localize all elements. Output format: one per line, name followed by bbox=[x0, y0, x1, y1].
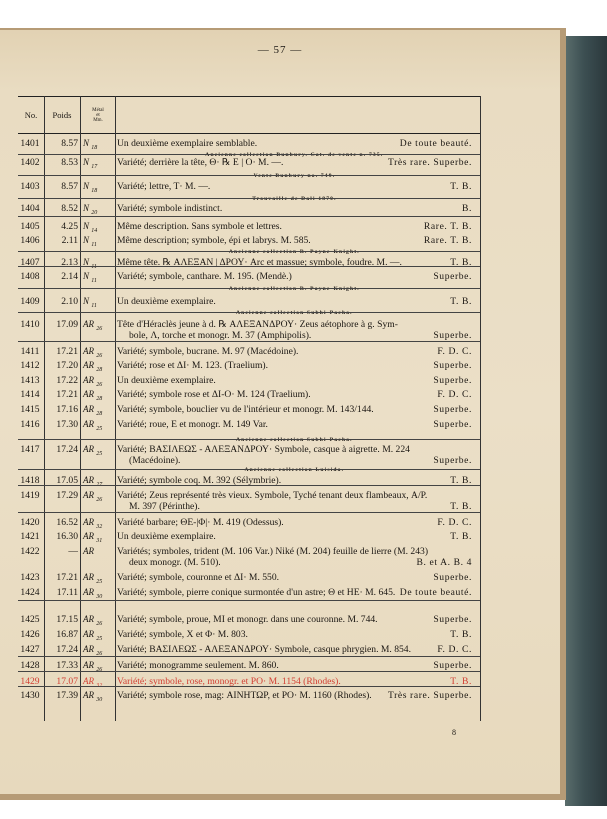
header-no: No. bbox=[24, 110, 38, 120]
row-weight: 2.10 bbox=[61, 296, 78, 307]
row-weight: 8.57 bbox=[61, 138, 78, 149]
description-line: Variété; Zeus représenté très vieux. Symbole, Tyché tenant deux flambeaux, Α/Ρ. bbox=[117, 490, 428, 501]
row-grade: F. D. C. bbox=[437, 346, 472, 357]
row-number: 1426 bbox=[20, 629, 40, 640]
row-weight: 2.11 bbox=[61, 235, 78, 246]
row-mm: 20 bbox=[91, 209, 98, 216]
row-mm: 28 bbox=[96, 395, 103, 402]
row-grade: Rare. T. B. bbox=[423, 235, 472, 246]
row-mm: 31 bbox=[96, 537, 103, 544]
row-weight: 8.57 bbox=[61, 181, 78, 192]
row-grade: Superbe. bbox=[433, 360, 472, 371]
row-grade: Superbe. bbox=[433, 375, 472, 386]
description-line: F. D. C. Variété; symbole rose et ΔΙ-Ο· M. 124 (Traelium). bbox=[117, 389, 472, 400]
row-grade: Superbe. bbox=[433, 271, 472, 282]
row-number: 1423 bbox=[20, 572, 40, 583]
row-mm: 26 bbox=[96, 650, 103, 657]
description-line: F. D. C. Variété; symbole, bucrane. M. 97 (Macédoine). bbox=[117, 346, 472, 357]
row-separator bbox=[18, 266, 480, 267]
provenance-note: — Trouvaille de Dali 1870. — bbox=[243, 196, 346, 202]
column-divider bbox=[115, 96, 116, 721]
description-line: Superbe. (Macédoine). bbox=[129, 455, 472, 466]
description-line: T. B. Variété; symbole, rose, monogr. et ΡΟ· M. 1154 (Rhodes). bbox=[117, 676, 472, 687]
row-weight: 16.52 bbox=[56, 517, 78, 528]
description-line: F. D. C. Variété; ΒΑΣΙΛΕΩΣ - ΑΛΕΞΑΝΔΡΟΥ· Symbole, casque phrygien. M. 854. bbox=[117, 644, 472, 655]
row-weight: 8.52 bbox=[61, 203, 78, 214]
description-line: Tête d'Héraclès jeune à d. ℞ ΑΛΕΞΑΝΔΡΟΥ· Zeus aétophore à g. Sym- bbox=[117, 319, 398, 330]
row-metal: AR $_{26}$ bbox=[83, 490, 103, 503]
row-number: 1428 bbox=[20, 660, 40, 671]
row-mm: 30 bbox=[96, 696, 103, 703]
row-metal: AR $_{25}$ bbox=[83, 629, 103, 642]
row-metal: N $_{11}$ bbox=[83, 271, 97, 284]
row-weight: 17.09 bbox=[56, 319, 78, 330]
row-weight: 17.39 bbox=[56, 690, 78, 701]
row-grade: F. D. C. bbox=[437, 644, 472, 655]
row-grade: Très rare. Superbe. bbox=[387, 157, 472, 168]
row-separator bbox=[18, 312, 480, 313]
row-separator bbox=[18, 175, 480, 176]
description-line: T. B. Variété; lettre, T· M. —. bbox=[117, 181, 472, 192]
row-number: 1418 bbox=[20, 475, 40, 486]
description-line: Superbe. Variété; monogramme seulement. M. 860. bbox=[117, 660, 472, 671]
row-number: 1415 bbox=[20, 404, 40, 415]
description-line: Superbe. Variété; symbole, bouclier vu de l'intérieur et monogr. M. 143/144. bbox=[117, 404, 472, 415]
row-metal: N $_{18}$ bbox=[83, 181, 98, 194]
row-mm: 32 bbox=[96, 523, 103, 530]
description-line: Rare. T. B. Même description; symbole, épi et labrys. M. 585. bbox=[117, 235, 472, 246]
row-separator bbox=[18, 671, 480, 672]
row-mm: 32 bbox=[96, 682, 103, 689]
row-separator bbox=[18, 469, 480, 470]
row-mm: 26 bbox=[96, 620, 103, 627]
provenance-note: — Ancienne collection Luisida. — bbox=[235, 467, 354, 473]
row-metal: AR $_{28}$ bbox=[83, 360, 103, 373]
row-metal: AR $_{30}$ bbox=[83, 690, 103, 703]
row-grade: T. B. bbox=[450, 257, 472, 268]
row-description bbox=[117, 181, 472, 192]
description-line: Rare. T. B. Même description. Sans symbole et lettres. bbox=[117, 221, 472, 232]
description-line: Variétés; symboles, trident (M. 106 Var.) Niké (M. 204) feuille de lierre (M. 243) bbox=[117, 546, 429, 557]
row-weight: 17.15 bbox=[56, 614, 78, 625]
signature-mark: 8 bbox=[452, 728, 456, 737]
row-description bbox=[117, 319, 472, 341]
row-metal: AR $_{31}$ bbox=[83, 531, 103, 544]
row-description bbox=[117, 444, 472, 466]
description-line: F. D. C. Variété barbare; ΘΕ-|Φ|· M. 419 (Odessus). bbox=[117, 517, 472, 528]
row-weight: 17.22 bbox=[56, 375, 78, 386]
row-number: 1404 bbox=[20, 203, 40, 214]
row-metal: AR $_{27}$ bbox=[83, 475, 103, 488]
row-metal: AR $_{25}$ bbox=[83, 444, 103, 457]
row-mm: 27 bbox=[96, 481, 103, 488]
row-weight: — bbox=[68, 546, 78, 557]
description-line: De toute beauté. Variété; symbole, pierre conique surmontée d'un astre; Θ et ΗΕ· M. 645. bbox=[117, 587, 472, 598]
row-mm: 25 bbox=[96, 578, 103, 585]
description-line: Très rare. Superbe. Variété; derrière la tête, Θ· ℞ E | O· M. —. bbox=[117, 157, 472, 168]
row-grade: T. B. bbox=[450, 181, 472, 192]
row-separator bbox=[18, 251, 480, 252]
row-number: 1402 bbox=[20, 157, 40, 168]
row-description bbox=[117, 629, 472, 640]
row-separator bbox=[18, 485, 480, 486]
row-mm: 26 bbox=[96, 666, 103, 673]
row-grade: Superbe. bbox=[433, 419, 472, 430]
row-metal: AR $_{26}$ bbox=[83, 614, 103, 627]
row-number: 1419 bbox=[20, 490, 40, 501]
row-description bbox=[117, 235, 472, 246]
row-separator bbox=[18, 600, 480, 601]
description-line: Superbe. bole, Λ, torche et monogr. M. 37 (Amphipolis). bbox=[129, 330, 472, 341]
row-weight: 17.11 bbox=[56, 587, 78, 598]
page-number: — 57 — bbox=[257, 44, 303, 56]
row-description bbox=[117, 690, 472, 701]
description-line: T. B. Même tête. ℞ ΑΛΕΞΑΝ | ΔΡΟΥ· Arc et massue; symbole, foudre. M. —. bbox=[117, 257, 472, 268]
row-description bbox=[117, 404, 472, 415]
row-number: 1412 bbox=[20, 360, 40, 371]
row-description bbox=[117, 660, 472, 671]
provenance-note: — Ancienne collection R. Payne-Knight. — bbox=[219, 286, 370, 292]
row-number: 1403 bbox=[20, 181, 40, 192]
row-description bbox=[117, 389, 472, 400]
row-metal: N $_{11}$ bbox=[83, 235, 97, 248]
row-grade: T. B. bbox=[450, 676, 472, 687]
row-separator bbox=[18, 154, 480, 155]
row-number: 1407 bbox=[20, 257, 40, 268]
row-number: 1430 bbox=[20, 690, 40, 701]
column-divider bbox=[44, 96, 45, 721]
row-weight: 17.21 bbox=[56, 572, 78, 583]
row-number: 1427 bbox=[20, 644, 40, 655]
row-metal: AR $_{32}$ bbox=[83, 676, 103, 689]
row-metal: AR $_{26}$ bbox=[83, 644, 103, 657]
description-line: Variété; ΒΑΣΙΛΕΩΣ - ΑΛΕΞΑΝΔΡΟΥ· Symbole, casque à aigrette. M. 224 bbox=[117, 444, 410, 455]
row-mm: 25 bbox=[96, 635, 103, 642]
row-metal: AR $_{25}$ bbox=[83, 419, 103, 432]
row-grade: Superbe. bbox=[433, 330, 472, 341]
row-mm: 11 bbox=[91, 302, 97, 309]
row-description bbox=[117, 296, 472, 307]
row-description bbox=[117, 203, 472, 214]
row-metal: AR $_{30}$ bbox=[83, 587, 103, 600]
provenance-note: — Ancienne collection R. Payne-Knight. — bbox=[219, 249, 370, 255]
row-weight: 8.53 bbox=[61, 157, 78, 168]
row-mm: 26 bbox=[96, 381, 103, 388]
row-weight: 2.13 bbox=[61, 257, 78, 268]
row-description bbox=[117, 375, 472, 386]
row-number: 1421 bbox=[20, 531, 40, 542]
row-number: 1410 bbox=[20, 319, 40, 330]
row-number: 1420 bbox=[20, 517, 40, 528]
row-weight: 17.20 bbox=[56, 360, 78, 371]
row-metal: AR $_{25}$ bbox=[83, 572, 103, 585]
row-grade: Superbe. bbox=[433, 660, 472, 671]
row-weight: 17.07 bbox=[56, 676, 78, 687]
row-metal: AR $_{32}$ bbox=[83, 517, 103, 530]
row-grade: Superbe. bbox=[433, 455, 472, 466]
row-description bbox=[117, 546, 472, 568]
row-description bbox=[117, 346, 472, 357]
row-weight: 17.24 bbox=[56, 644, 78, 655]
row-separator bbox=[18, 288, 480, 289]
row-number: 1411 bbox=[20, 346, 40, 357]
description-line: B. et A. B. 4 deux monogr. (M. 510). bbox=[129, 557, 472, 568]
provenance-note: — Ancienne collection Subhi-Pacha. — bbox=[226, 437, 363, 443]
header-weight: Poids bbox=[52, 110, 72, 120]
description-line: T. B. Un deuxième exemplaire. bbox=[117, 531, 472, 542]
header-metal: Métal et Mm. bbox=[92, 107, 104, 123]
row-weight: 17.29 bbox=[56, 490, 78, 501]
description-line: Superbe. Variété; rose et ΔΙ· M. 123. (Traelium). bbox=[117, 360, 472, 371]
row-separator bbox=[18, 686, 480, 687]
row-weight: 4.25 bbox=[61, 221, 78, 232]
description-line: T. B. Variété; symbole, Χ et Φ· M. 803. bbox=[117, 629, 472, 640]
row-description bbox=[117, 614, 472, 625]
row-separator bbox=[18, 656, 480, 657]
row-description bbox=[117, 572, 472, 583]
row-metal: AR $_{28}$ bbox=[83, 389, 103, 402]
description-line: T. B. Variété; symbole coq. M. 392 (Sélymbrie). bbox=[117, 475, 472, 486]
row-mm: 11 bbox=[91, 277, 97, 284]
row-number: 1414 bbox=[20, 389, 40, 400]
row-grade: Superbe. bbox=[433, 572, 472, 583]
row-metal: AR $_{26}$ bbox=[83, 346, 103, 359]
row-mm: 11 bbox=[91, 241, 97, 248]
description-line: De toute beauté. Un deuxième exemplaire semblable. bbox=[117, 138, 472, 149]
row-metal: N $_{14}$ bbox=[83, 221, 98, 234]
row-grade: T. B. bbox=[450, 531, 472, 542]
row-grade: B. et A. B. 4 bbox=[416, 557, 472, 568]
column-divider bbox=[80, 96, 81, 721]
row-separator bbox=[18, 198, 480, 199]
description-line: B. Variété; symbole indistinct. bbox=[117, 203, 472, 214]
row-metal: AR $_{26}$ bbox=[83, 319, 103, 332]
row-grade: B. bbox=[462, 203, 472, 214]
row-number: 1416 bbox=[20, 419, 40, 430]
row-weight: 17.16 bbox=[56, 404, 78, 415]
row-number: 1406 bbox=[20, 235, 40, 246]
description-line: T. B. M. 397 (Périnthe). bbox=[129, 501, 472, 512]
row-weight: 17.21 bbox=[56, 389, 78, 400]
row-mm: 26 bbox=[96, 352, 103, 359]
row-grade: Très rare. Superbe. bbox=[387, 690, 472, 701]
row-number: 1405 bbox=[20, 221, 40, 232]
row-metal: N $_{17}$ bbox=[83, 157, 98, 170]
row-grade: T. B. bbox=[450, 475, 472, 486]
table-header bbox=[18, 96, 480, 134]
row-metal: N $_{11}$ bbox=[83, 257, 97, 270]
row-mm: 18 bbox=[91, 144, 98, 151]
book-spine bbox=[565, 36, 607, 806]
row-description bbox=[117, 138, 472, 149]
row-mm: 30 bbox=[96, 593, 103, 600]
row-weight: 17.33 bbox=[56, 660, 78, 671]
row-mm: 17 bbox=[91, 163, 98, 170]
provenance-note: — Ancienne collection Subhi-Pacha. — bbox=[226, 310, 363, 316]
row-grade: De toute beauté. bbox=[399, 138, 472, 149]
row-number: 1424 bbox=[20, 587, 40, 598]
column-divider bbox=[480, 96, 481, 721]
row-description bbox=[117, 644, 472, 655]
provenance-note: — Ancienne collection Bunbury. Cat. de vente n. 735. — bbox=[196, 152, 393, 158]
row-grade: De toute beauté. bbox=[399, 587, 472, 598]
row-metal: AR bbox=[83, 546, 94, 556]
row-grade: Superbe. bbox=[433, 614, 472, 625]
row-number: 1422 bbox=[20, 546, 40, 557]
row-description bbox=[117, 221, 472, 232]
row-description bbox=[117, 490, 472, 512]
row-weight: 16.87 bbox=[56, 629, 78, 640]
row-number: 1429 bbox=[20, 676, 40, 687]
description-line: Superbe. Variété; roue, Ε et monogr. M. 149 Var. bbox=[117, 419, 472, 430]
row-grade: F. D. C. bbox=[437, 517, 472, 528]
row-grade: F. D. C. bbox=[437, 389, 472, 400]
row-grade: T. B. bbox=[450, 501, 472, 512]
row-metal: N $_{20}$ bbox=[83, 203, 98, 216]
row-separator bbox=[18, 512, 480, 513]
row-separator bbox=[18, 439, 480, 440]
row-description bbox=[117, 419, 472, 430]
row-mm: 26 bbox=[96, 325, 103, 332]
description-line: Très rare. Superbe. Variété; symbole rose, mag: ΑΙΝΗΤΩΡ, et ΡΟ· M. 1160 (Rhodes). bbox=[117, 690, 472, 701]
row-mm: 14 bbox=[91, 227, 98, 234]
row-description bbox=[117, 157, 472, 168]
row-metal: AR $_{26}$ bbox=[83, 660, 103, 673]
row-number: 1417 bbox=[20, 444, 40, 455]
row-grade: Superbe. bbox=[433, 404, 472, 415]
row-mm: 28 bbox=[96, 410, 103, 417]
row-grade: Rare. T. B. bbox=[423, 221, 472, 232]
row-description bbox=[117, 587, 472, 598]
row-weight: 16.30 bbox=[56, 531, 78, 542]
row-number: 1401 bbox=[20, 138, 40, 149]
row-mm: 11 bbox=[91, 263, 97, 270]
row-description bbox=[117, 360, 472, 371]
row-separator bbox=[18, 216, 480, 217]
row-metal: AR $_{26}$ bbox=[83, 375, 103, 388]
row-number: 1413 bbox=[20, 375, 40, 386]
description-line: Superbe. Variété; symbole, canthare. M. 195. (Mendè.) bbox=[117, 271, 472, 282]
row-weight: 17.05 bbox=[56, 475, 78, 486]
row-metal: N $_{18}$ bbox=[83, 138, 98, 151]
row-metal: N $_{11}$ bbox=[83, 296, 97, 309]
row-mm: 28 bbox=[96, 366, 103, 373]
row-weight: 17.24 bbox=[56, 444, 78, 455]
row-number: 1408 bbox=[20, 271, 40, 282]
row-separator bbox=[18, 341, 480, 342]
description-line: Superbe. Un deuxième exemplaire. bbox=[117, 375, 472, 386]
description-line: Superbe. Variété; symbole, proue, ΜΙ et monogr. dans une couronne. M. 744. bbox=[117, 614, 472, 625]
description-line: Superbe. Variété; symbole, couronne et ΔΙ· M. 550. bbox=[117, 572, 472, 583]
row-metal: AR $_{28}$ bbox=[83, 404, 103, 417]
row-grade: T. B. bbox=[450, 296, 472, 307]
row-description bbox=[117, 531, 472, 542]
provenance-note: — Vente Bunbury no. 749. — bbox=[244, 173, 345, 179]
row-description bbox=[117, 271, 472, 282]
row-grade: T. B. bbox=[450, 629, 472, 640]
description-line: T. B. Un deuxième exemplaire. bbox=[117, 296, 472, 307]
catalog-table bbox=[18, 96, 480, 134]
row-weight: 2.14 bbox=[61, 271, 78, 282]
row-number: 1409 bbox=[20, 296, 40, 307]
row-description bbox=[117, 517, 472, 528]
row-mm: 25 bbox=[96, 450, 103, 457]
row-mm: 18 bbox=[91, 187, 98, 194]
row-weight: 17.21 bbox=[56, 346, 78, 357]
row-number: 1425 bbox=[20, 614, 40, 625]
row-mm: 26 bbox=[96, 496, 103, 503]
row-weight: 17.30 bbox=[56, 419, 78, 430]
row-mm: 25 bbox=[96, 425, 103, 432]
